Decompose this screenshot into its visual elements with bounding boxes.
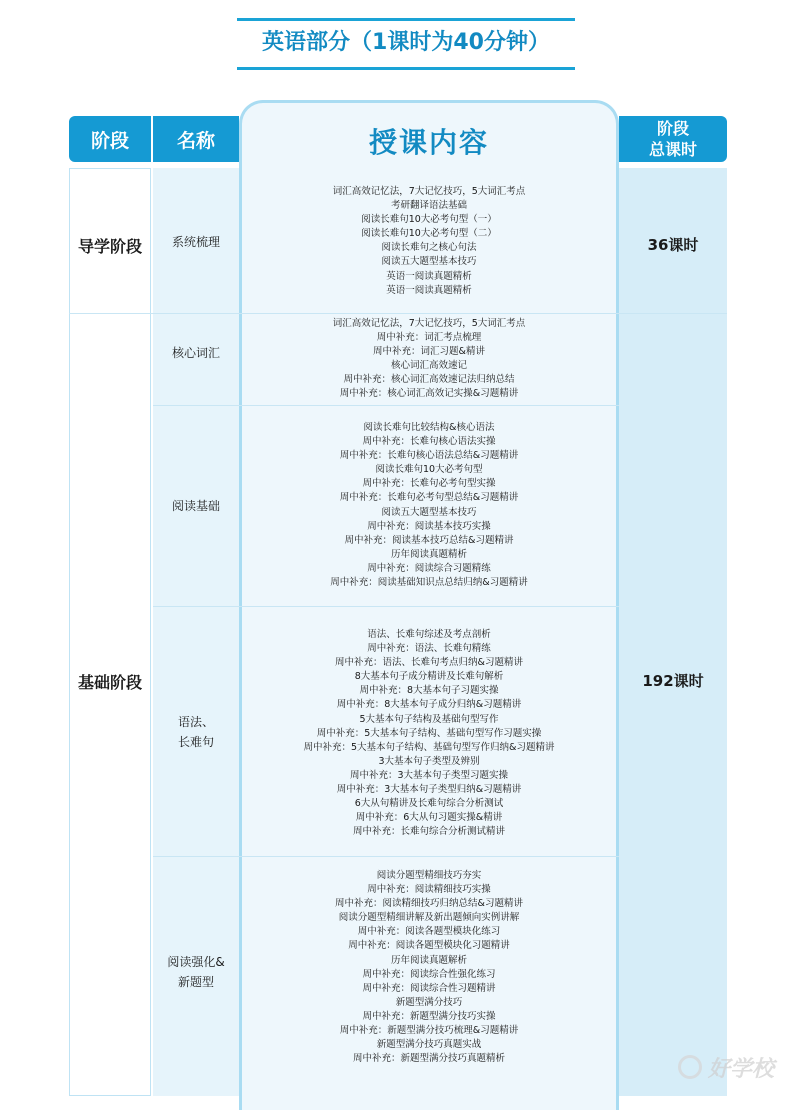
content-line: 周中补充：核心词汇高效记实操&习题精讲 xyxy=(339,388,519,400)
content-line: 周中补充：5大基本句子结构、基础句型写作习题实操 xyxy=(316,727,542,739)
module-content-list xyxy=(242,869,616,1066)
title-top-rule xyxy=(237,18,575,21)
content-line: 阅读长难句比较结构&核心语法 xyxy=(363,422,495,433)
module-name-line: 系统梳理 xyxy=(171,235,220,249)
content-line: 周中补充：长难句必考句型总结&习题精讲 xyxy=(339,492,519,504)
content-line: 周中补充：阅读精细技巧归纳总结&习题精讲 xyxy=(335,898,523,910)
content-line: 周中补充：8大基本句子习题实操 xyxy=(359,685,499,697)
content-line: 周中补充：长难句核心语法实操 xyxy=(362,436,496,448)
watermark xyxy=(656,1042,796,1092)
content-line: 周中补充：8大基本句子成分归纳&习题精讲 xyxy=(336,699,522,711)
content-line: 周中补充：长难句必考句型实操 xyxy=(362,478,496,490)
content-line: 核心词汇高效速记 xyxy=(390,360,467,372)
row-divider-stage xyxy=(69,313,727,314)
content-line: 周中补充：长难句核心语法总结&习题精讲 xyxy=(339,450,519,462)
content-line: 阅读长难句10大必考句型（一） xyxy=(361,214,497,226)
module-name xyxy=(153,496,239,516)
content-line: 词汇高效记忆法，7大记忆技巧，5大词汇考点 xyxy=(332,318,526,329)
content-line: 周中补充：阅读综合性习题精讲 xyxy=(362,982,496,994)
content-line: 阅读长难句10大必考句型（二） xyxy=(361,228,497,240)
content-line: 英语一阅读真题精析 xyxy=(386,270,472,282)
content-line: 周中补充：长难句综合分析测试精讲 xyxy=(352,826,505,838)
content-line: 周中补充：新题型满分技巧实操 xyxy=(362,1010,496,1022)
content-line: 阅读五大题型基本技巧 xyxy=(381,256,477,268)
module-content-list xyxy=(242,628,616,839)
content-line: 阅读长难句10大必考句型 xyxy=(375,464,483,476)
module-content-list xyxy=(242,317,616,402)
page-title-block xyxy=(237,18,575,70)
watermark-text: 好学校 xyxy=(707,1056,774,1082)
content-line: 周中补充：语法、长难句精练 xyxy=(367,643,491,655)
stage-label-guide: 导学阶段 xyxy=(77,237,142,256)
content-line: 周中补充：阅读基础知识点总结归纳&习题精讲 xyxy=(330,577,528,589)
row-divider xyxy=(153,606,619,607)
header-content: 授课内容 xyxy=(368,126,489,159)
header-hours-line1: 阶段 xyxy=(656,119,689,138)
module-name-line: 语法、 xyxy=(177,715,214,729)
content-line: 8大基本句子成分精讲及长难句解析 xyxy=(354,671,504,683)
module-content-list xyxy=(242,421,616,590)
content-line: 周中补充：词汇习题&精讲 xyxy=(373,346,485,358)
content-line: 周中补充：语法、长难句考点归纳&习题精讲 xyxy=(335,657,523,669)
content-line: 历年阅读真题精析 xyxy=(390,548,467,560)
content-line: 新题型满分技巧 xyxy=(395,996,463,1008)
content-line: 阅读分题型精细技巧夯实 xyxy=(376,870,482,881)
content-line: 周中补充：核心词汇高效速记法归纳总结 xyxy=(343,374,515,386)
content-line: 周中补充：3大基本句子类型归纳&习题精讲 xyxy=(336,784,522,796)
content-line: 词汇高效记忆法，7大记忆技巧，5大词汇考点 xyxy=(332,186,526,197)
row-divider xyxy=(153,856,619,857)
stage-hours-foundation: 192课时 xyxy=(642,672,704,690)
content-line: 周中补充：阅读精细技巧实操 xyxy=(367,884,491,896)
content-line: 阅读长难句之核心句法 xyxy=(381,242,477,254)
content-line: 新题型满分技巧真题实战 xyxy=(376,1039,482,1051)
module-name xyxy=(153,343,239,363)
content-line: 阅读分题型精细讲解及新出题倾向实例讲解 xyxy=(338,912,520,924)
title-bottom-rule xyxy=(237,67,575,70)
content-line: 6大从句精讲及长难句综合分析测试 xyxy=(354,798,504,810)
hours-column xyxy=(619,168,727,1096)
page-title: 英语部分（1课时为40分钟） xyxy=(262,30,550,55)
module-name xyxy=(153,232,239,252)
header-name: 名称 xyxy=(153,116,239,162)
module-name xyxy=(153,712,239,752)
module-name-line: 新题型 xyxy=(177,975,214,989)
header-hours-line2: 总课时 xyxy=(648,140,697,159)
content-line: 周中补充：阅读基本技巧实操 xyxy=(367,520,491,532)
content-line: 周中补充：阅读各题型模块化练习 xyxy=(357,926,501,938)
content-line: 语法、长难句综述及考点剖析 xyxy=(367,629,491,640)
module-name-line: 长难句 xyxy=(177,735,214,749)
module-content-list xyxy=(242,185,616,298)
stage-label-foundation: 基础阶段 xyxy=(77,673,142,692)
leaf-circle-icon xyxy=(678,1055,702,1079)
header-stage: 阶段 xyxy=(69,116,151,162)
content-line: 考研翻译语法基础 xyxy=(390,200,467,212)
content-line: 周中补充：新题型满分技巧真题精析 xyxy=(352,1053,505,1065)
content-line: 周中补充：阅读综合性强化练习 xyxy=(362,968,496,980)
content-line: 3大基本句子类型及辨别 xyxy=(378,755,480,767)
module-name xyxy=(153,952,239,992)
content-line: 阅读五大题型基本技巧 xyxy=(381,506,477,518)
content-line: 周中补充：5大基本句子结构、基础句型写作归纳&习题精讲 xyxy=(303,741,555,753)
content-line: 周中补充：3大基本句子类型习题实操 xyxy=(349,769,509,781)
module-name-line: 阅读强化& xyxy=(167,955,225,969)
header-total-hours xyxy=(619,116,727,162)
stage-column xyxy=(69,168,151,1096)
module-name-line: 阅读基础 xyxy=(171,499,220,513)
content-line: 周中补充：阅读基本技巧总结&习题精讲 xyxy=(344,534,514,546)
content-line: 英语一阅读真题精析 xyxy=(386,284,472,296)
content-line: 周中补充：阅读综合习题精练 xyxy=(367,562,491,574)
content-line: 5大基本句子结构及基础句型写作 xyxy=(359,713,499,725)
content-line: 周中补充：6大从句习题实操&精讲 xyxy=(355,812,503,824)
content-line: 周中补充：词汇考点梳理 xyxy=(376,332,482,344)
module-name-line: 核心词汇 xyxy=(171,346,220,360)
stage-hours-guide: 36课时 xyxy=(647,236,699,254)
content-line: 周中补充：新题型满分技巧梳理&习题精讲 xyxy=(339,1025,519,1037)
row-divider xyxy=(153,405,619,406)
content-line: 历年阅读真题解析 xyxy=(390,954,467,966)
content-line: 周中补充：阅读各题型模块化习题精讲 xyxy=(348,940,510,952)
